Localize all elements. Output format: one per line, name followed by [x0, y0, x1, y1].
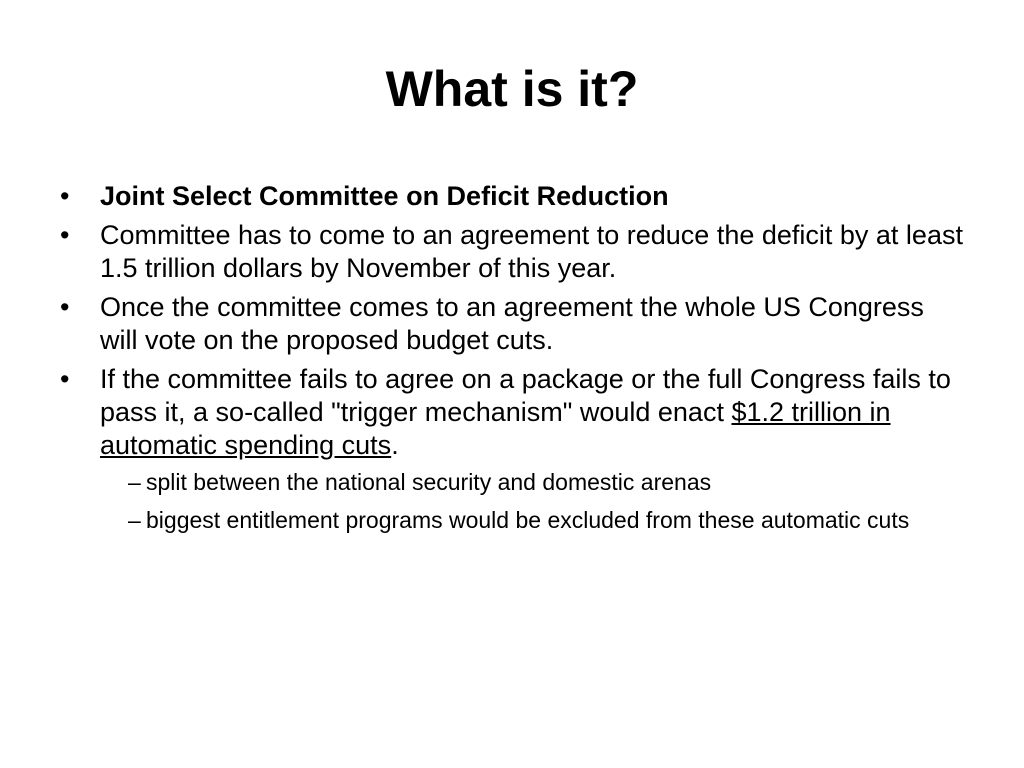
bullet-text-after-link: . [391, 430, 399, 460]
bullet-marker: • [60, 220, 70, 250]
sub-bullet-text: split between the national security and domestic arenas [146, 469, 712, 495]
bullet-text: Once the committee comes to an agreement the whole US Congress will vote on the proposed budget cuts. [100, 292, 924, 355]
slide-title: What is it? [385, 61, 639, 117]
bullet-item [58, 291, 968, 357]
sub-bullet-marker: – [128, 469, 141, 495]
sub-bullet-marker: – [128, 507, 141, 533]
bullet-text-before-link: If the committee fails to agree on a package or the full Congress fails to pass it, a so-called "trigger mechanism" would enact [100, 364, 951, 427]
bullet-item [58, 219, 968, 285]
slide-content [58, 180, 968, 544]
bullet-text: Joint Select Committee on Deficit Reduction [100, 181, 669, 211]
bullet-text: Committee has to come to an agreement to reduce the deficit by at least 1.5 trillion dollars by November of this year. [100, 220, 963, 283]
sub-bullet-item [128, 468, 968, 496]
bullet-marker: • [60, 292, 70, 322]
sub-bullet-text: biggest entitlement programs would be excluded from these automatic cuts [146, 507, 910, 533]
automatic-spending-cuts-link[interactable]: $1.2 trillion in automatic spending cuts [100, 397, 891, 460]
sub-bullet-item [128, 506, 968, 534]
bullet-marker: • [60, 181, 70, 211]
bullet-item [58, 363, 968, 462]
bullet-item [58, 180, 968, 213]
bullet-text [100, 363, 968, 462]
bullet-marker: • [60, 364, 70, 394]
